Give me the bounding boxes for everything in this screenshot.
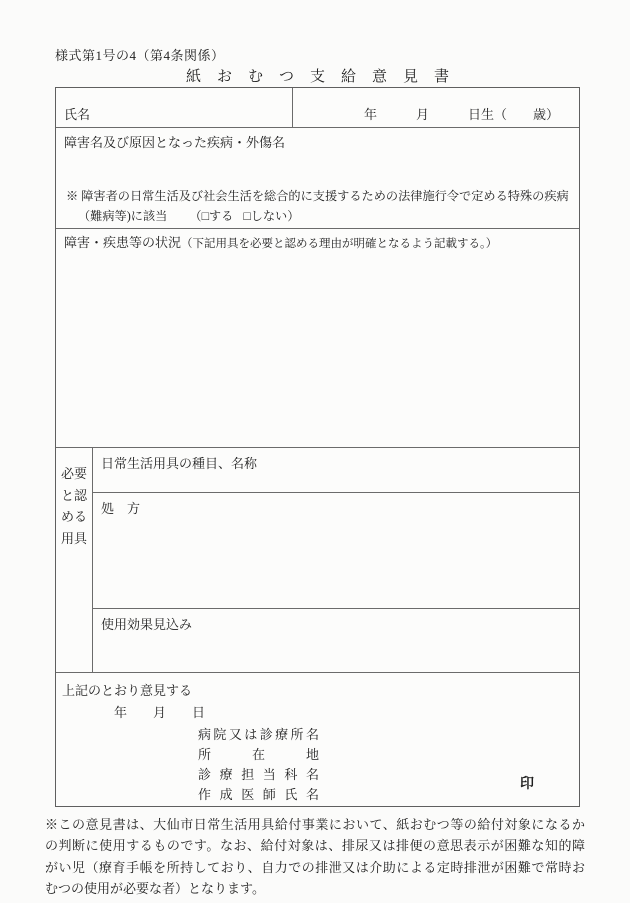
footer-line-4: むつの使用が必要な者）となります。 [45,880,265,896]
department-label: 診療担当科名 [198,767,320,782]
row-disability-name[interactable] [56,128,579,229]
form-title: 紙おむつ支給意見書 [185,69,465,85]
equipment-items [93,448,579,672]
opinion-date-line[interactable]: 年 月 日 [114,705,206,720]
expected-effect-label: 使用効果見込み [101,617,193,632]
form-table [55,87,580,807]
special-disease-note [66,186,569,226]
paren-open: （ [189,209,202,223]
hospital-name-line[interactable] [198,724,579,744]
paren-close: ） [287,209,300,223]
disability-label: 障害名及び原因となった疾病・外傷名 [64,135,286,150]
special-disease-note-line1: ※ 障害者の日常生活及び社会生活を総合的に支援するための法律施行令で定める特殊の疾病 [66,189,569,203]
row-opinion-signature [56,673,579,807]
prescription-label: 処 方 [101,501,141,516]
footer-note [45,814,585,899]
footer-line-1: ※この意見書は、大仙市日常生活用具給付事業において、紙おむつ等の給付対象になるか [45,817,585,832]
footer-line-3: がい児（療育手帳を所持しており、自力での排泄又は介助による定時排泄が困難で常時お [45,859,585,875]
birthdate-cell[interactable] [293,88,579,127]
hospital-name-label: 病院又は診療所名 [198,727,320,742]
name-label: 氏名 [64,107,91,122]
checkbox-applies[interactable]: □する [201,209,234,223]
special-disease-prefix: （難病等)に該当 [78,209,168,223]
row-name-birth [56,88,579,128]
seal-mark: 印 [520,775,535,791]
footer-line-2: の判断に使用するものです。なお、給付対象は、排尿又は排便の意思表示が困難な知的障 [45,838,585,854]
equipment-type-cell[interactable] [93,448,579,493]
checkbox-not-applies[interactable]: □しない [243,209,288,223]
name-cell[interactable] [56,88,293,127]
document-reference: 様式第1号の4（第4条関係） [55,48,225,63]
condition-label-line [56,229,579,251]
address-line[interactable] [198,744,579,764]
address-label: 所在地 [198,747,320,762]
equipment-vertical-label: 必要と認める用具 [56,448,93,672]
prescription-cell[interactable] [93,493,579,609]
birthdate-label: 年 月 日生（ 歳） [363,107,559,122]
condition-label: 障害・疾患等の状況 [64,235,182,250]
doctor-name-label: 作成医師氏名 [198,787,320,802]
equipment-type-label: 日常生活用具の種目、名称 [101,456,258,471]
row-condition[interactable] [56,229,579,448]
opinion-statement: 上記のとおり意見する [62,683,193,698]
condition-note: （下記用具を必要と認める理由が明確となるよう記載する。） [181,238,498,250]
expected-effect-cell[interactable] [93,609,579,672]
row-equipment [56,448,579,673]
special-disease-note-line2 [66,206,569,226]
